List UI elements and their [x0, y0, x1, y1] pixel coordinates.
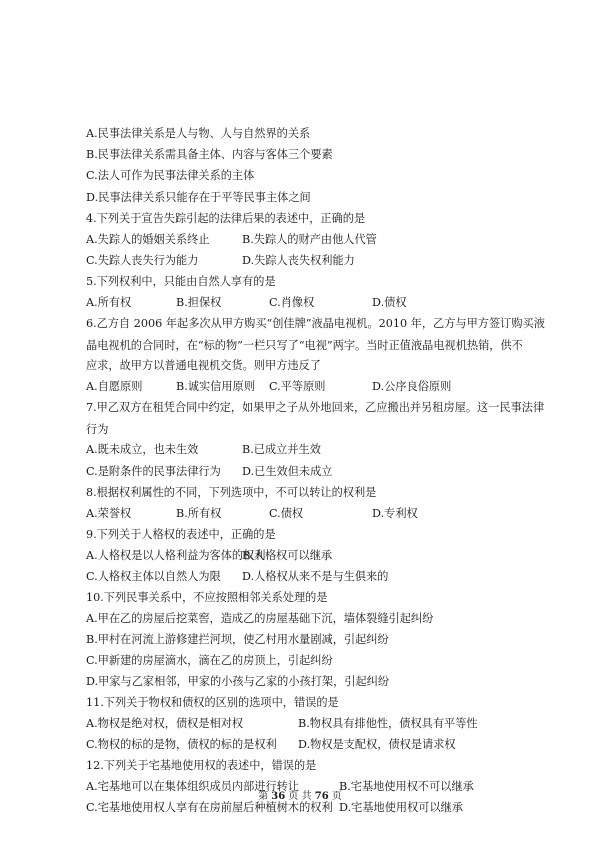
text-line: 4.下列关于宣告失踪引起的法律后果的表述中，正确的是 — [86, 212, 366, 225]
text-line: 晶电视机的合同时，在“标的物”一栏只写了“电视”两字。当时正值液晶电视机热销，供不 — [86, 339, 523, 352]
answer-option: A.所有权 — [86, 296, 132, 309]
text-line: 10.下列民事关系中，不应按照相邻关系处理的是 — [86, 591, 328, 604]
page-footer — [0, 787, 600, 802]
answer-option: B.担保权 — [176, 296, 222, 309]
answer-option: D.宅基地使用权可以继承 — [339, 801, 464, 814]
answer-option: D.已生效但未成立 — [242, 465, 333, 478]
answer-option: C.失踪人丧失行为能力 — [86, 254, 199, 267]
footer-prefix: 第 — [258, 791, 269, 802]
answer-option: B.已成立并生效 — [242, 443, 321, 456]
answer-option: C.是附条件的民事法律行为 — [86, 465, 221, 478]
answer-option: C.物权的标的是物，债权的标的是权利 — [86, 738, 277, 751]
answer-option: C.人格权主体以自然人为限 — [86, 570, 221, 583]
answer-option: B.诚实信用原则 — [176, 380, 255, 393]
current-page-number: 36 — [271, 791, 286, 802]
answer-option: A.物权是绝对权，债权是相对权 — [86, 717, 244, 730]
answer-option: C.肖像权 — [269, 296, 315, 309]
text-line: A.民事法律关系是人与物、人与自然界的关系 — [86, 127, 311, 140]
text-line: B.甲村在河流上游修建拦河坝，使乙村用水量剧减，引起纠纷 — [86, 633, 389, 646]
answer-option: B.人格权可以继承 — [242, 549, 333, 562]
answer-option: A.宅基地可以在集体组织成员内部进行转让 — [86, 780, 300, 793]
answer-option: D.失踪人丧失权利能力 — [242, 254, 355, 267]
text-line: 9.下列关于人格权的表述中，正确的是 — [86, 528, 276, 541]
text-line: 行为 — [86, 423, 109, 436]
footer-suffix: 页 — [331, 791, 342, 802]
text-line: B.民事法律关系需具备主体、内容与客体三个要素 — [86, 148, 333, 161]
text-line: 6.乙方自 2006 年起多次从甲方购买“创佳牌”液晶电视机。2010 年，乙方与甲方签订购买液 — [86, 317, 545, 330]
answer-option: D.公序良俗原则 — [372, 380, 452, 393]
text-line: 8.根据权利属性的不同，下列选项中，不可以转让的权利是 — [86, 486, 377, 499]
answer-option: A.既未成立，也未生效 — [86, 443, 199, 456]
answer-option: D.物权是支配权，债权是请求权 — [298, 738, 456, 751]
footer-middle: 页 共 — [288, 791, 312, 802]
answer-option: B.所有权 — [176, 507, 222, 520]
answer-option: B.物权具有排他性，债权具有平等性 — [298, 717, 478, 730]
total-page-number: 76 — [314, 791, 329, 802]
answer-option: D.人格权从来不是与生俱来的 — [242, 570, 389, 583]
answer-option: C.平等原则 — [269, 380, 326, 393]
answer-option: A.自愿原则 — [86, 380, 143, 393]
text-line: 5.下列权利中，只能由自然人享有的是 — [86, 275, 276, 288]
answer-option: D.专利权 — [372, 507, 418, 520]
answer-option: B.宅基地使用权不可以继承 — [339, 780, 474, 793]
answer-option: C.债权 — [269, 507, 304, 520]
answer-option: A.失踪人的婚姻关系终止 — [86, 233, 210, 246]
text-line: C.甲新建的房屋滴水，滴在乙的房顶上，引起纠纷 — [86, 654, 333, 667]
text-line: 12.下列关于宅基地使用权的表述中，错误的是 — [86, 759, 317, 772]
text-line: A.甲在乙的房屋后挖菜窖，造成乙的房屋基础下沉，墙体裂缝引起纠纷 — [86, 612, 434, 625]
answer-option: D.债权 — [372, 296, 407, 309]
text-line: 7.甲乙双方在租凭合同中约定，如果甲之子从外地回来，乙应搬出并另租房屋。这一民事法律 — [86, 401, 545, 414]
text-line: 应求，故甲方以普通电视机交货。则甲方违反了 — [86, 359, 321, 372]
text-line: C.法人可作为民事法律关系的主体 — [86, 169, 255, 182]
text-line: D.民事法律关系只能存在于平等民事主体之间 — [86, 191, 311, 204]
answer-option: C.宅基地使用权人享有在房前屋后种植树木的权利 — [86, 801, 333, 814]
text-line: D.甲家与乙家相邻，甲家的小孩与乙家的小孩打架，引起纠纷 — [86, 675, 390, 688]
answer-option: A.人格权是以人格利益为客体的权利 — [86, 549, 266, 562]
answer-option: A.荣誉权 — [86, 507, 132, 520]
answer-option: B.失踪人的财产由他人代管 — [242, 233, 377, 246]
text-line: 11.下列关于物权和债权的区别的选项中，错误的是 — [86, 696, 339, 709]
